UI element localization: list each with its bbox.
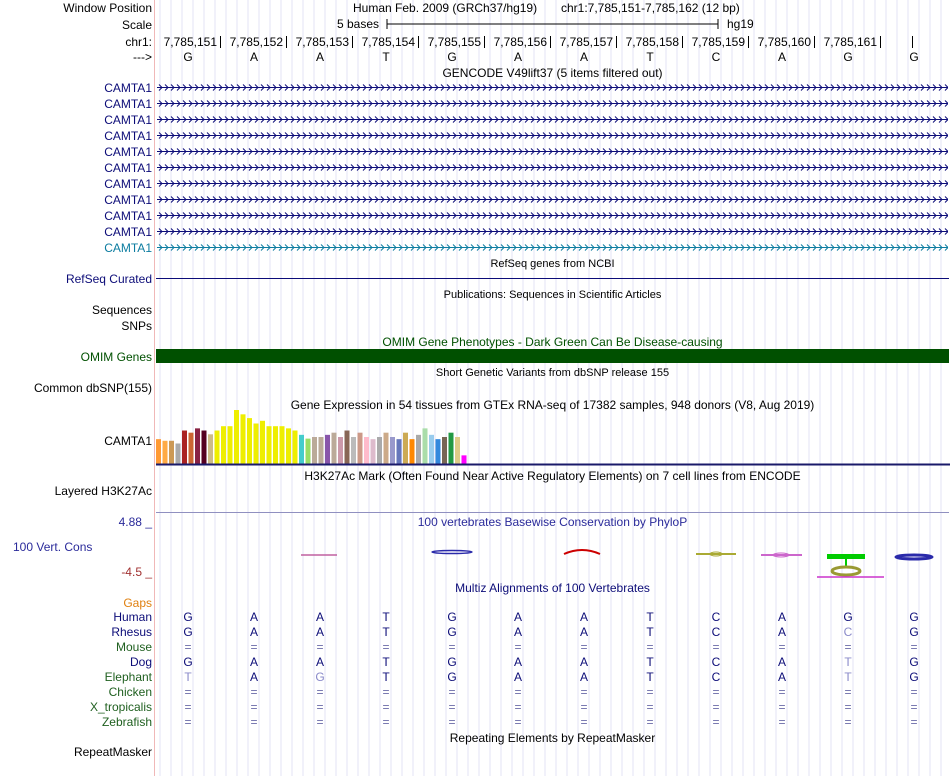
aligned-base: =: [844, 715, 852, 729]
aligned-base: =: [250, 715, 258, 729]
aligned-base: =: [910, 640, 918, 654]
species-label[interactable]: Rhesus: [111, 625, 152, 639]
aligned-base: T: [646, 670, 654, 684]
aligned-base: G: [909, 610, 919, 624]
aligned-base: T: [382, 655, 390, 669]
reference-base: A: [513, 50, 522, 64]
gtex-tissue-bar[interactable]: [358, 433, 363, 464]
aligned-base: =: [382, 640, 390, 654]
ruler-tick: [484, 36, 485, 48]
aligned-base: G: [909, 670, 919, 684]
scale-db: hg19: [727, 17, 754, 31]
aligned-base: =: [580, 700, 588, 714]
gtex-tissue-bar[interactable]: [176, 443, 181, 464]
gencode-transcript[interactable]: [157, 195, 948, 204]
repeatmasker-title[interactable]: Repeating Elements by RepeatMasker: [449, 731, 656, 745]
aligned-base: C: [843, 625, 853, 639]
reference-base: A: [777, 50, 786, 64]
assembly-text: Human Feb. 2009 (GRCh37/hg19): [353, 1, 538, 15]
aligned-base: =: [184, 640, 192, 654]
reference-base: T: [382, 50, 390, 64]
aligned-base: C: [711, 670, 721, 684]
aligned-base: =: [646, 685, 654, 699]
phylop-label[interactable]: 100 Vert. Cons: [13, 540, 93, 554]
gtex-tissue-bar[interactable]: [286, 428, 291, 464]
aligned-base: T: [382, 670, 390, 684]
position-label: 7,785,161: [823, 35, 877, 49]
aligned-base: =: [448, 685, 456, 699]
aligned-base: =: [580, 640, 588, 654]
aligned-base: =: [580, 685, 588, 699]
gtex-title[interactable]: Gene Expression in 54 tissues from GTEx RNA-seq of 17382 samples, 948 donors (V8, Aug 2019): [290, 398, 815, 412]
omim-label[interactable]: OMIM Genes: [80, 350, 152, 364]
ruler-tick: [814, 36, 815, 48]
position-label: 7,785,152: [229, 35, 283, 49]
gtex-tissue-bar[interactable]: [364, 437, 369, 464]
phylop-title[interactable]: 100 vertebrates Basewise Conservation by PhyloP: [417, 515, 688, 529]
gtex-tissue-bar[interactable]: [163, 441, 168, 464]
ruler-tick: [550, 36, 551, 48]
gtex-tissue-bar[interactable]: [280, 426, 285, 464]
aligned-base: G: [843, 610, 853, 624]
aligned-base: G: [909, 625, 919, 639]
h3k27ac-title[interactable]: H3K27Ac Mark (Often Found Near Active Regulatory Elements) on 7 cell lines from ENCODE: [304, 469, 801, 483]
reference-base: G: [447, 50, 457, 64]
gtex-tissue-bar[interactable]: [228, 426, 233, 464]
gencode-transcript[interactable]: [157, 83, 948, 92]
ruler-tick: [220, 36, 221, 48]
gencode-transcript[interactable]: [157, 227, 948, 236]
gtex-tissue-bar[interactable]: [306, 439, 311, 464]
dbsnp-title[interactable]: Short Genetic Variants from dbSNP release 155: [435, 367, 670, 379]
aligned-base: A: [315, 655, 324, 669]
gtex-tissue-bar[interactable]: [462, 455, 467, 464]
h3k27ac-label[interactable]: Layered H3K27Ac: [54, 484, 152, 498]
gtex-label[interactable]: CAMTA1: [104, 434, 152, 448]
snps-label[interactable]: SNPs: [121, 319, 152, 333]
aligned-base: G: [183, 655, 193, 669]
gtex-tissue-bar[interactable]: [241, 414, 246, 464]
reference-base: T: [646, 50, 654, 64]
species-label[interactable]: X_tropicalis: [89, 700, 152, 714]
aligned-base: A: [777, 655, 786, 669]
publications-title[interactable]: Publications: Sequences in Scientific Articles: [443, 289, 662, 301]
reference-base: G: [843, 50, 853, 64]
gencode-item-label[interactable]: CAMTA1: [104, 161, 152, 175]
aligned-base: =: [448, 700, 456, 714]
aligned-base: =: [646, 715, 654, 729]
scale-label: Scale: [121, 18, 152, 32]
ruler-tick: [286, 36, 287, 48]
aligned-base: A: [249, 625, 258, 639]
gtex-tissue-bar[interactable]: [390, 437, 395, 464]
aligned-base: =: [514, 685, 522, 699]
ruler-tick: [616, 36, 617, 48]
gtex-tissue-bar[interactable]: [254, 424, 259, 465]
aligned-base: G: [447, 670, 457, 684]
gencode-item-label[interactable]: CAMTA1: [104, 97, 152, 111]
reference-base: C: [711, 50, 721, 64]
gtex-tissue-bar[interactable]: [423, 428, 428, 464]
aligned-base: T: [382, 610, 390, 624]
ruler-tick: [418, 36, 419, 48]
gencode-item-label[interactable]: CAMTA1: [104, 177, 152, 191]
gtex-tissue-bar[interactable]: [208, 434, 213, 464]
gtex-tissue-bar[interactable]: [215, 431, 220, 464]
position-label: 7,785,155: [427, 35, 481, 49]
aligned-base: =: [448, 715, 456, 729]
aligned-base: =: [646, 640, 654, 654]
gtex-tissue-bar[interactable]: [384, 433, 389, 464]
gtex-tissue-bar[interactable]: [351, 437, 356, 464]
aligned-base: =: [712, 715, 720, 729]
position-label: 7,785,156: [493, 35, 547, 49]
refseq-line: [156, 278, 949, 279]
gencode-item-label[interactable]: CAMTA1: [104, 193, 152, 207]
reference-base: A: [249, 50, 258, 64]
aligned-base: =: [910, 700, 918, 714]
dbsnp-label[interactable]: Common dbSNP(155): [33, 381, 152, 395]
aligned-base: A: [315, 625, 324, 639]
window-position-label: Window Position: [63, 1, 152, 15]
gencode-item-label[interactable]: CAMTA1: [104, 225, 152, 239]
position-label: 7,785,151: [163, 35, 217, 49]
gtex-bar-chart[interactable]: [156, 408, 950, 466]
publications-label[interactable]: Sequences: [91, 303, 152, 317]
refseq-title[interactable]: RefSeq genes from NCBI: [490, 258, 615, 270]
gencode-transcript[interactable]: [157, 99, 948, 108]
aligned-base: =: [514, 715, 522, 729]
aligned-base: =: [448, 640, 456, 654]
gencode-transcript[interactable]: [157, 243, 948, 252]
gtex-tissue-bar[interactable]: [345, 431, 350, 464]
aligned-base: =: [184, 700, 192, 714]
gencode-transcript[interactable]: [157, 115, 948, 124]
repeatmasker-label[interactable]: RepeatMasker: [73, 745, 152, 759]
gaps-label[interactable]: Gaps: [123, 596, 152, 610]
gtex-tissue-bar[interactable]: [442, 437, 447, 464]
aligned-base: =: [382, 700, 390, 714]
chrom-label: chr1:: [125, 35, 152, 49]
aligned-base: =: [514, 640, 522, 654]
aligned-base: C: [711, 655, 721, 669]
aligned-base: A: [579, 625, 588, 639]
aligned-base: =: [712, 700, 720, 714]
gencode-title[interactable]: GENCODE V49lift37 (5 items filtered out): [442, 66, 663, 80]
aligned-base: =: [844, 700, 852, 714]
gtex-tissue-bar[interactable]: [403, 433, 408, 464]
aligned-base: =: [778, 700, 786, 714]
position-label: 7,785,153: [295, 35, 349, 49]
aligned-base: A: [249, 610, 258, 624]
gtex-tissue-bar[interactable]: [182, 431, 187, 464]
multiz-title[interactable]: Multiz Alignments of 100 Vertebrates: [455, 581, 650, 595]
refseq-label[interactable]: RefSeq Curated: [65, 272, 152, 286]
species-label[interactable]: Elephant: [104, 670, 152, 684]
species-label[interactable]: Human: [113, 610, 152, 624]
gencode-item-label[interactable]: CAMTA1: [104, 129, 152, 143]
gencode-transcript[interactable]: [157, 179, 948, 188]
aligned-base: =: [316, 685, 324, 699]
gencode-item-label[interactable]: CAMTA1: [104, 209, 152, 223]
aligned-base: A: [513, 625, 522, 639]
aligned-base: =: [778, 715, 786, 729]
gtex-tissue-bar[interactable]: [397, 439, 402, 464]
position-label: 7,785,158: [625, 35, 679, 49]
aligned-base: A: [315, 610, 324, 624]
species-label[interactable]: Chicken: [108, 685, 152, 699]
aligned-base: =: [250, 640, 258, 654]
gencode-item-label[interactable]: CAMTA1: [104, 81, 152, 95]
aligned-base: G: [447, 625, 457, 639]
h3k27ac-baseline: [156, 512, 949, 513]
aligned-base: T: [382, 625, 390, 639]
gtex-tissue-bar[interactable]: [319, 437, 324, 464]
omim-title[interactable]: OMIM Gene Phenotypes - Dark Green Can Be Disease-causing: [382, 335, 723, 349]
position-label: 7,785,159: [691, 35, 745, 49]
aligned-base: =: [910, 685, 918, 699]
aligned-base: G: [183, 610, 193, 624]
gencode-item-label[interactable]: CAMTA1: [104, 145, 152, 159]
aligned-base: =: [250, 700, 258, 714]
ruler-tick: [748, 36, 749, 48]
ruler-tick: [880, 36, 881, 48]
species-label[interactable]: Mouse: [115, 640, 152, 654]
phylop-min-label: -4.5 _: [121, 565, 152, 579]
gencode-transcript[interactable]: [157, 131, 948, 140]
aligned-base: G: [447, 655, 457, 669]
ruler-tick: [352, 36, 353, 48]
gencode-item-label[interactable]: CAMTA1: [104, 241, 152, 255]
aligned-base: =: [580, 715, 588, 729]
aligned-base: T: [184, 670, 192, 684]
aligned-base: A: [513, 610, 522, 624]
aligned-base: =: [316, 715, 324, 729]
aligned-base: C: [711, 625, 721, 639]
aligned-base: A: [513, 670, 522, 684]
phylop-max-label: 4.88 _: [118, 515, 152, 529]
aligned-base: =: [382, 685, 390, 699]
gtex-tissue-bar[interactable]: [189, 433, 194, 464]
aligned-base: A: [579, 610, 588, 624]
aligned-base: T: [646, 625, 654, 639]
gtex-tissue-bar[interactable]: [202, 431, 207, 464]
aligned-base: A: [579, 655, 588, 669]
species-label[interactable]: Zebrafish: [101, 715, 152, 729]
aligned-base: T: [646, 655, 654, 669]
aligned-base: =: [250, 685, 258, 699]
aligned-base: A: [777, 670, 786, 684]
position-label: 7,785,157: [559, 35, 613, 49]
gencode-item-label[interactable]: CAMTA1: [104, 113, 152, 127]
aligned-base: A: [579, 670, 588, 684]
aligned-base: A: [777, 625, 786, 639]
aligned-base: =: [184, 715, 192, 729]
scale-bar: [386, 17, 720, 31]
gtex-tissue-bar[interactable]: [247, 418, 252, 464]
aligned-base: G: [315, 670, 325, 684]
gtex-tissue-bar[interactable]: [234, 410, 239, 464]
gtex-tissue-bar[interactable]: [312, 437, 317, 464]
aligned-base: G: [909, 655, 919, 669]
gtex-tissue-bar[interactable]: [377, 437, 382, 464]
aligned-base: =: [316, 700, 324, 714]
strand-label: --->: [133, 50, 152, 64]
gtex-tissue-bar[interactable]: [429, 435, 434, 464]
aligned-base: =: [910, 715, 918, 729]
gtex-tissue-bar[interactable]: [221, 426, 226, 464]
aligned-base: =: [712, 640, 720, 654]
aligned-base: =: [316, 640, 324, 654]
scale-text: 5 bases: [337, 17, 380, 31]
aligned-base: T: [646, 610, 654, 624]
gtex-tissue-bar[interactable]: [455, 437, 460, 464]
label-separator: [154, 0, 155, 776]
gtex-tissue-bar[interactable]: [273, 426, 278, 464]
gtex-tissue-bar[interactable]: [416, 435, 421, 464]
reference-base: A: [315, 50, 324, 64]
aligned-base: =: [844, 685, 852, 699]
aligned-base: =: [844, 640, 852, 654]
aligned-base: =: [184, 685, 192, 699]
gencode-transcript[interactable]: [157, 163, 948, 172]
reference-base: A: [579, 50, 588, 64]
gtex-tissue-bar[interactable]: [410, 439, 415, 464]
gencode-transcript[interactable]: [157, 147, 948, 156]
aligned-base: T: [844, 670, 852, 684]
aligned-base: =: [778, 685, 786, 699]
gtex-tissue-bar[interactable]: [156, 439, 161, 464]
gtex-tissue-bar[interactable]: [436, 439, 441, 464]
species-label[interactable]: Dog: [129, 655, 152, 669]
aligned-base: =: [514, 700, 522, 714]
aligned-base: =: [382, 715, 390, 729]
gencode-transcript[interactable]: [157, 211, 948, 220]
aligned-base: =: [778, 640, 786, 654]
aligned-base: =: [646, 700, 654, 714]
aligned-base: G: [447, 610, 457, 624]
gtex-tissue-bar[interactable]: [299, 435, 304, 464]
gtex-tissue-bar[interactable]: [169, 441, 174, 464]
gtex-tissue-bar[interactable]: [293, 431, 298, 464]
gtex-tissue-bar[interactable]: [195, 428, 200, 464]
position-text: chr1:7,785,151-7,785,162 (12 bp): [561, 1, 740, 15]
phylop-logos[interactable]: [156, 540, 950, 582]
aligned-base: A: [777, 610, 786, 624]
reference-base: G: [183, 50, 193, 64]
aligned-base: C: [711, 610, 721, 624]
gtex-tissue-bar[interactable]: [267, 426, 272, 464]
gtex-tissue-bar[interactable]: [325, 435, 330, 464]
aligned-base: G: [183, 625, 193, 639]
reference-base: G: [909, 50, 919, 64]
gtex-tissue-bar[interactable]: [371, 439, 376, 464]
gtex-tissue-bar[interactable]: [260, 421, 265, 464]
gtex-tissue-bar[interactable]: [449, 433, 454, 464]
gtex-tissue-bar[interactable]: [332, 433, 337, 464]
aligned-base: A: [513, 655, 522, 669]
aligned-base: T: [844, 655, 852, 669]
aligned-base: A: [249, 655, 258, 669]
position-label: 7,785,154: [361, 35, 415, 49]
gtex-tissue-bar[interactable]: [338, 437, 343, 464]
ruler-tick: [682, 36, 683, 48]
aligned-base: A: [249, 670, 258, 684]
aligned-base: =: [712, 685, 720, 699]
ruler-tick: [912, 36, 913, 48]
omim-bar[interactable]: [156, 349, 949, 363]
position-label: 7,785,160: [757, 35, 811, 49]
